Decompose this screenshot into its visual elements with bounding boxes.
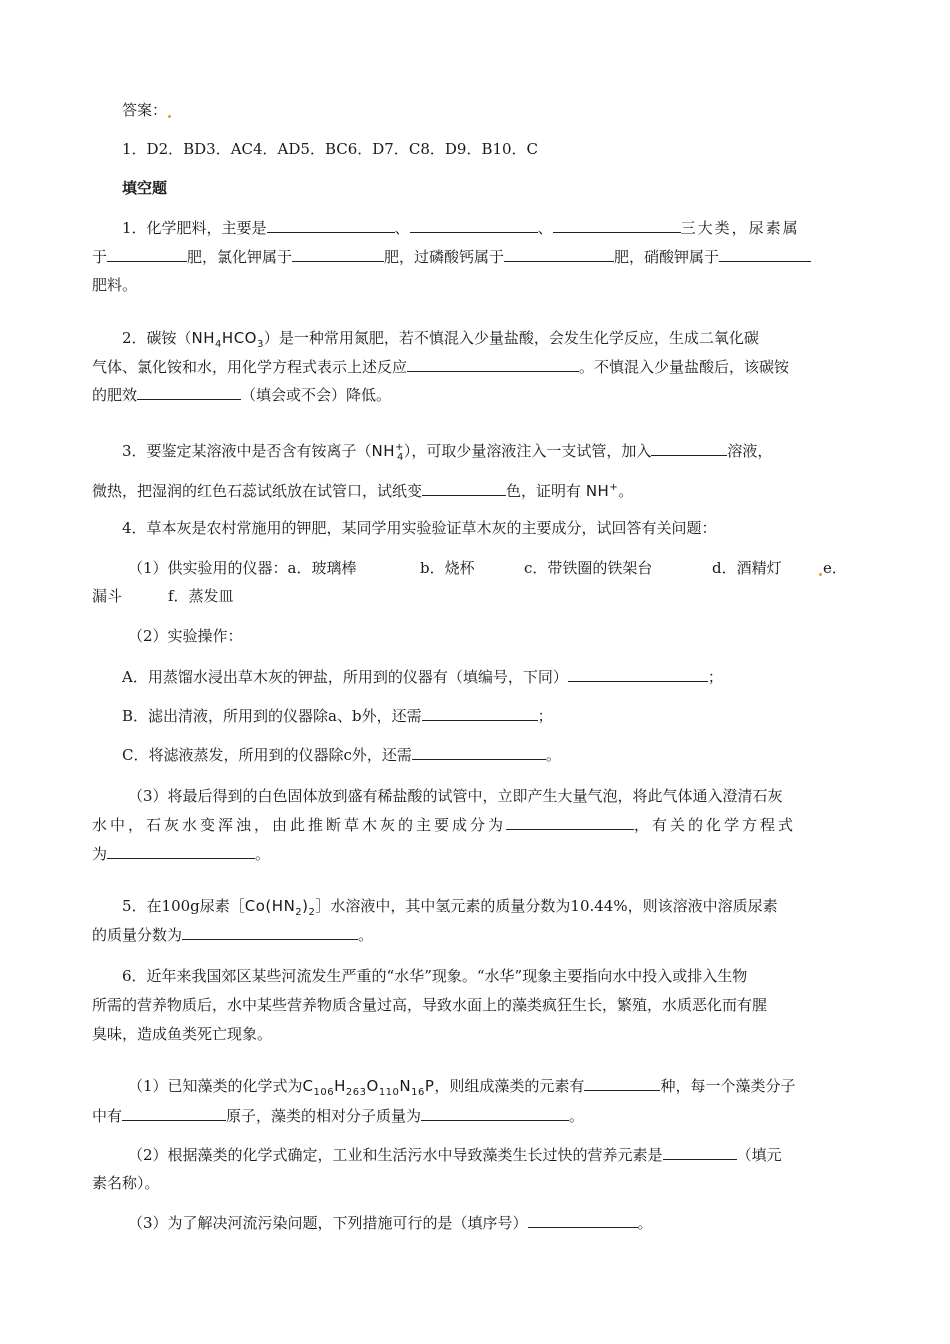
q6-p1-text-d: 中有 [92,1107,123,1125]
q3-text-c: 溶液， [727,442,773,460]
q5-line-2 [92,925,373,945]
q4-p3-text-d: 。 [255,845,271,863]
q4-step-a [122,667,723,687]
q6-line-3: 臭味，造成鱼类死亡现象。 [92,1025,273,1043]
q1-line-3: 肥料。 [92,276,138,294]
q2-text-f: （填会或不会）降低。 [241,386,392,404]
q4-p3-text-b: ，有关的化学方程式 [634,816,797,834]
q5-line-1 [122,896,778,923]
q3-blank-1[interactable] [651,441,727,456]
q5-text-d: 。 [358,926,374,944]
answer-label-text: 答案： [122,101,168,119]
q5-blank-1[interactable] [182,925,358,940]
q1-text-h: 肥，硝酸钾属于 [614,248,720,266]
q5-text-c: 的质量分数为 [92,926,183,944]
q3-text-b: ），可取少量溶液注入一支试管，加入 [403,442,652,460]
q1-blank-7[interactable] [719,247,811,262]
q4-part-3-line-1: （3）将最后得到的白色固体放到盛有稀盐酸的试管中，立即产生大量气泡，将此气体通入澄清石灰 [128,787,783,805]
q6-formula: $C_{106}H_{263}O_{110}N_{16}P$ [302,1077,435,1098]
q1-blank-2[interactable] [410,218,538,233]
q6-p2-text-a: （2）根据藻类的化学式确定，工业和生活污水中导致藻类生长过快的营养元素是 [128,1146,663,1164]
q2-blank-2[interactable] [137,385,241,400]
q6-p2-text-b: （填元 [736,1146,782,1164]
q1-text-g: 肥，过磷酸钙属于 [384,248,505,266]
q6-part-1 [128,1076,795,1103]
q5-text-b: ］水溶液中，其中氢元素的质量分数为10.44%，则该溶液中溶质尿素 [315,897,778,915]
q3-text-d: 微热，把湿润的红色石蕊试纸放在试管口，试纸变 [92,482,423,500]
q4-blank-e[interactable] [107,844,255,859]
q6-line-1: 6．近年来我国郊区某些河流发生严重的“水华”现象。“水华”现象主要指向水中投入或排入生物 [122,967,748,985]
q4-step-c-end: 。 [545,746,561,764]
q6-p1-text-b: ，则组成藻类的元素有 [434,1077,585,1095]
q6-blank-3[interactable] [421,1106,569,1121]
q4-p3-text-a: 水中，石灰水变浑浊，由此推断草木灰的主要成分为 [92,816,507,834]
q1-text-c: 、 [537,219,553,237]
q2-line-3 [92,385,391,405]
q1-line-2 [92,247,811,267]
q1-blank-5[interactable] [292,247,384,262]
q4-intro: 4．草本灰是农村常施用的钾肥，某同学用实验验证草木灰的主要成分，试回答有关问题： [122,519,717,537]
q3-ion: $NH^+_4$ [371,442,404,463]
q3-text-f: 。 [618,482,634,500]
q6-part-3 [128,1213,653,1233]
q3-blank-2[interactable] [422,481,506,496]
q4-opt-d: d．酒精灯 [712,559,782,577]
q4-step-c [122,745,561,765]
q1-blank-6[interactable] [504,247,614,262]
q2-line-2 [92,357,789,377]
q4-opt-e-cont: 漏斗 [92,587,123,605]
q5-formula: $Co(HN_2)_2$ [244,897,316,918]
q4-part-1-line-2 [92,586,234,606]
q1-text-d: 三大类，尿素属 [680,219,800,237]
q3-line-2 [92,478,633,501]
q4-part-2-label: （2）实验操作： [128,627,243,645]
q4-step-a-text: A．用蒸馏水浸出草木灰的钾盐，所用到的仪器有（填编号，下同） [122,668,568,686]
q1-text-a: 1．化学肥料，主要是 [122,219,267,237]
q4-blank-d[interactable] [506,815,634,830]
q4-opt-f: f．蒸发皿 [168,587,234,605]
q4-opt-e-text: e． [823,559,847,577]
q6-p1-text-f: 。 [569,1107,585,1125]
q4-opt-a: a．玻璃棒 [287,559,357,577]
q4-blank-b[interactable] [422,706,538,721]
q5-text-a: 5．在100g尿素［ [122,897,245,915]
q2-text-d: 。不慎混入少量盐酸后，该碳铵 [579,358,790,376]
q4-opt-b: b．烧杯 [420,559,475,577]
q6-blank-4[interactable] [663,1145,737,1160]
q6-blank-2[interactable] [122,1106,226,1121]
answer-key-line: 1．D2．BD3．AC4．AD5．BC6．D7．C8．D9．B10．C [122,140,539,158]
q1-text-e: 于 [92,248,108,266]
q4-step-b-end: ； [537,707,553,725]
q2-text-a: 2．碳铵（ [122,329,192,347]
q3-line-1 [122,438,772,468]
mark-dot-icon [819,573,822,576]
q6-line-2: 所需的营养物质后，水中某些营养物质含量过高，导致水面上的藻类疯狂生长，繁殖，水质恶化而有腥 [92,996,768,1014]
q6-part-1-line-2 [92,1106,584,1126]
q4-p1-label: （1）供实验用的仪器： [128,559,288,577]
q1-text-b: 、 [394,219,410,237]
section-title: 填空题 [122,179,168,197]
q6-blank-5[interactable] [528,1213,638,1228]
q4-blank-c[interactable] [412,745,546,760]
q1-line-1 [122,218,860,238]
q4-part-3-line-3 [92,844,270,864]
q6-part-2 [128,1145,782,1165]
q4-part-1 [128,558,847,578]
q2-text-e: 的肥效 [92,386,138,404]
q6-p3-text-b: 。 [637,1214,653,1232]
q1-blank-1[interactable] [267,218,395,233]
q4-part-3-line-2 [92,815,860,835]
q6-p3-text-a: （3）为了解决河流污染问题，下列措施可行的是（填序号） [128,1214,528,1232]
q6-p1-text-c: 种，每一个藻类分子 [660,1077,796,1095]
mark-dot-icon [168,115,171,118]
q1-blank-3[interactable] [553,218,681,233]
q2-blank-1[interactable] [407,357,579,372]
q4-opt-c: c．带铁圈的铁架台 [524,559,653,577]
q2-text-c: 气体、氯化铵和水，用化学方程式表示上述反应 [92,358,408,376]
q4-step-b-text: B．滤出清液，所用到的仪器除a、b外，还需 [122,707,422,725]
q3-text-e: 色，证明有 [506,482,582,500]
q4-opt-e [818,558,847,578]
q4-blank-a[interactable] [568,667,708,682]
q2-text-b: ）是一种常用氮肥，若不慎混入少量盐酸，会发生化学反应，生成二氧化碳 [263,329,759,347]
q4-step-a-end: ； [707,668,723,686]
q2-formula: $NH_4HCO_3$ [191,329,264,350]
q2-line-1 [122,328,759,355]
q1-text-f: 肥，氯化钾属于 [187,248,293,266]
q6-part-2-line-2: 素名称）。 [92,1174,160,1192]
q4-step-b [122,706,553,726]
q4-step-c-text: C．将滤液蒸发，所用到的仪器除c外，还需 [122,746,412,764]
q6-p1-text-a: （1）已知藻类的化学式为 [128,1077,303,1095]
q3-text-a: 3．要鉴定某溶液中是否含有铵离子（ [122,442,372,460]
answer-label [122,100,172,120]
q4-p3-text-c: 为 [92,845,108,863]
q1-blank-4[interactable] [107,247,187,262]
q3-ion-2: NH+ [585,482,619,500]
q6-blank-1[interactable] [584,1076,660,1091]
q6-p1-text-e: 原子，藻类的相对分子质量为 [226,1107,422,1125]
